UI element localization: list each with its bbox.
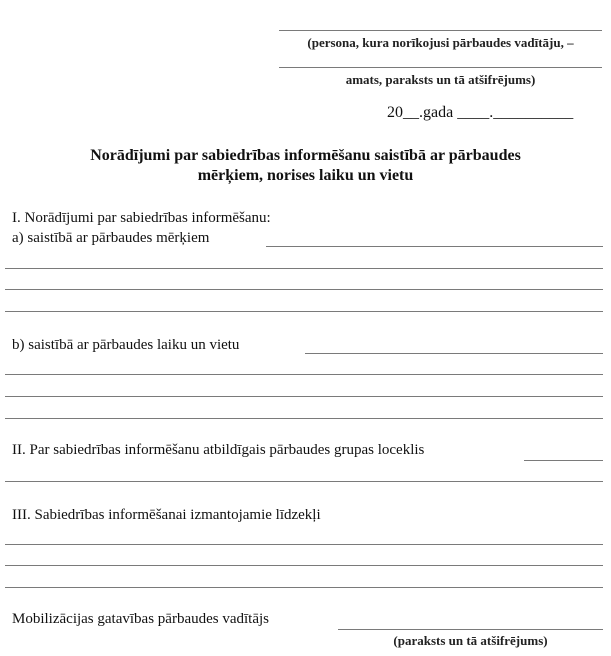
date-day-blank[interactable]: ____ (457, 104, 490, 121)
date-year-prefix: 20 (387, 104, 403, 121)
item-b-line-3[interactable] (5, 418, 603, 419)
item-a-line-1[interactable] (5, 268, 603, 269)
section-1-item-b-label: b) saistībā ar pārbaudes laiku un vietu (12, 337, 240, 353)
section-3-line-3[interactable] (5, 587, 603, 588)
section-2-heading: II. Par sabiedrības informēšanu atbildīgais pārbaudes grupas loceklis (12, 442, 425, 458)
header-caption-line-2: amats, paraksts un tā atšifrējums) (345, 72, 536, 87)
section-3-heading: III. Sabiedrības informēšanai izmantojamie līdzekļi (12, 507, 321, 523)
date-month-blank[interactable]: __________ (493, 104, 574, 121)
section-3-line-2[interactable] (5, 565, 603, 566)
signature-line[interactable] (338, 629, 603, 630)
section-2-input-line[interactable] (524, 460, 603, 461)
document-title-line-2: mērķiem, norises laiku un vietu (197, 167, 414, 184)
date-dot: . (489, 104, 494, 121)
item-a-line-2[interactable] (5, 289, 603, 290)
date-field (387, 104, 573, 122)
section-2-line-1[interactable] (5, 481, 603, 482)
header-signature-line-1[interactable] (279, 30, 602, 31)
section-1-item-a-label: a) saistībā ar pārbaudes mērķiem (12, 230, 210, 246)
date-year-blank[interactable]: __ (403, 104, 419, 121)
item-a-line-3[interactable] (5, 311, 603, 312)
signature-label: Mobilizācijas gatavības pārbaudes vadītājs (12, 611, 269, 627)
item-a-input-line[interactable] (266, 246, 603, 247)
header-signature-line-2[interactable] (279, 67, 602, 68)
section-1-heading: I. Norādījumi par sabiedrības informēšanu: (12, 210, 271, 226)
item-b-line-1[interactable] (5, 374, 603, 375)
document-title-line-1: Norādījumi par sabiedrības informēšanu saistībā ar pārbaudes (90, 147, 521, 164)
header-caption-line-1: (persona, kura norīkojusi pārbaudes vadītāju, – (307, 35, 574, 50)
section-3-line-1[interactable] (5, 544, 603, 545)
item-b-input-line[interactable] (305, 353, 603, 354)
signature-caption: (paraksts un tā atšifrējums) (393, 633, 548, 648)
item-b-line-2[interactable] (5, 396, 603, 397)
date-gada-label: .gada (419, 104, 454, 121)
